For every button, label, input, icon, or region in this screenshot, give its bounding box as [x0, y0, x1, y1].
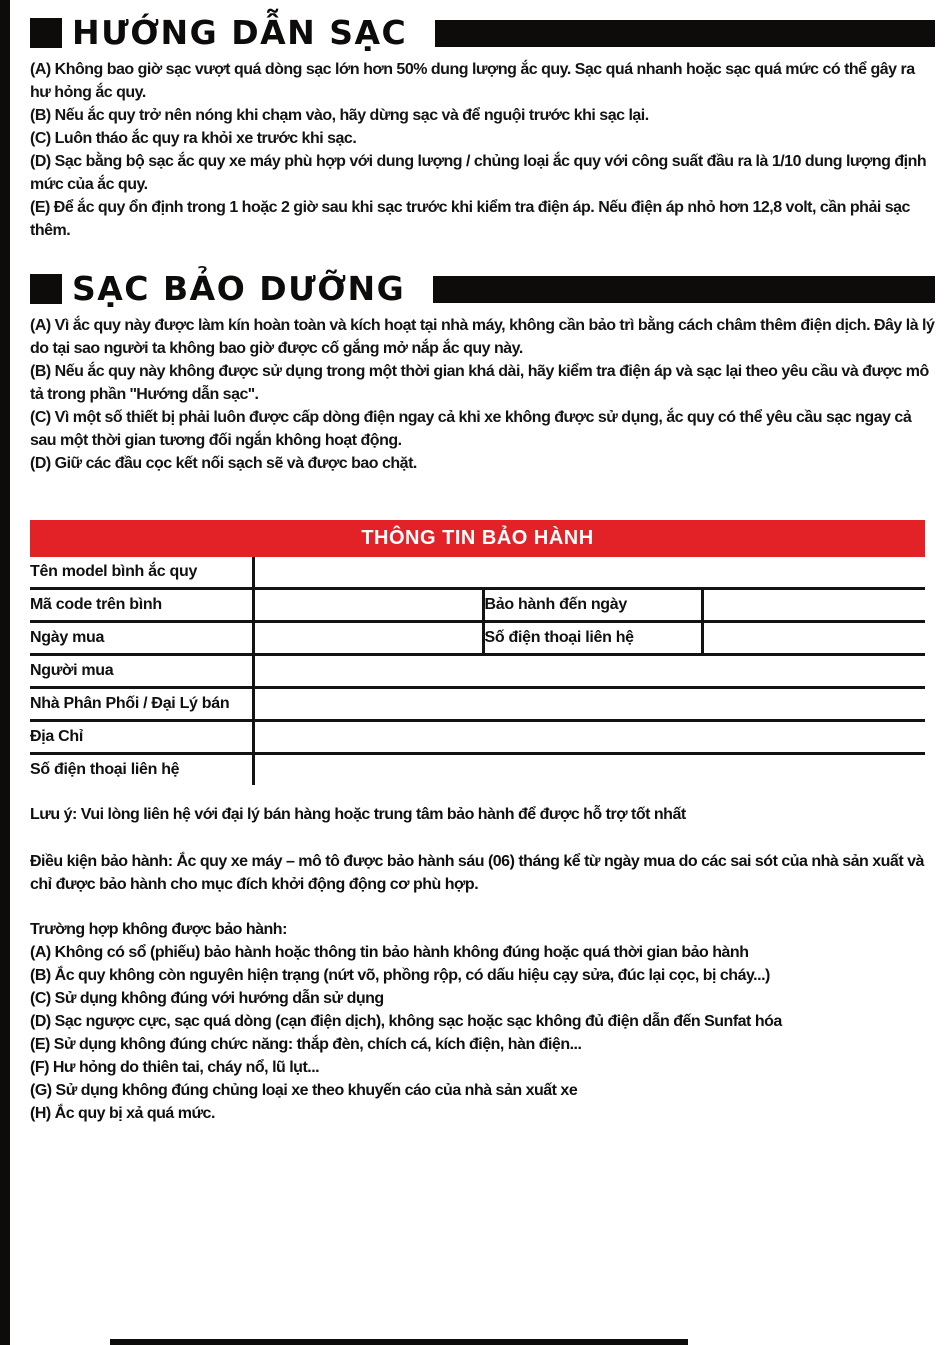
instruction-line: (C) Vì một số thiết bị phải luôn được cấp dòng điện ngay cả khi xe không được sử dụng, ắc quy có thể yêu cầu sạc ngay cả sau một thời gian tương đối ngắn không hoạt động.	[30, 409, 912, 449]
warranty-table-row	[30, 754, 925, 786]
instruction-line: (D) Giữ các đầu cọc kết nối sạch sẽ và được bao chặt.	[30, 455, 417, 472]
table-label-cell: Người mua	[30, 655, 253, 688]
table-value-cell	[702, 589, 925, 622]
warranty-table-row	[30, 721, 925, 754]
instruction-list	[30, 314, 935, 475]
exclusion-item: (G) Sử dụng không đúng chủng loại xe theo khuyến cáo của nhà sản xuất xe	[30, 1082, 578, 1099]
exclusion-item: (D) Sạc ngược cực, sạc quá dòng (cạn điện dịch), không sạc hoặc sạc không đủ điện dẫn đến Sunfat hóa	[30, 1013, 782, 1030]
section-marker-square	[30, 274, 62, 304]
instruction-line: (D) Sạc bằng bộ sạc ắc quy xe máy phù hợp với dung lượng / chủng loại ắc quy với công suất đầu ra là 1/10 dung lượng định mức của ắc quy.	[30, 153, 927, 193]
warranty-info-table	[30, 520, 925, 785]
warranty-table-body	[30, 557, 925, 785]
table-value-cell	[253, 721, 925, 754]
warranty-table-row	[30, 622, 925, 655]
table-label-cell: Số điện thoại liên hệ	[30, 754, 253, 786]
section-header-bar	[435, 20, 935, 47]
section-marker-square	[30, 18, 62, 48]
section-header	[30, 269, 935, 308]
maintenance-charging-section	[30, 269, 935, 475]
exclusion-item: (B) Ắc quy không còn nguyên hiện trạng (nứt võ, phồng rộp, có dấu hiệu cạy sửa, đúc lại cọc, bị cháy...)	[30, 967, 770, 984]
page-content	[30, 0, 935, 1125]
instruction-list	[30, 58, 935, 242]
warranty-table-row	[30, 655, 925, 688]
warranty-table	[30, 557, 925, 785]
instruction-line: (E) Để ắc quy ổn định trong 1 hoặc 2 giờ sau khi sạc trước khi kiểm tra điện áp. Nếu điện áp nhỏ hơn 12,8 volt, cần phải sạc thêm.	[30, 199, 910, 239]
table-value-cell	[253, 557, 925, 589]
table-label-cell: Số điện thoại liên hệ	[483, 622, 702, 655]
page-left-border	[0, 0, 10, 1345]
table-value-cell	[253, 622, 483, 655]
table-label-cell: Mã code trên bình	[30, 589, 253, 622]
section-header-bar	[433, 276, 935, 303]
exclusion-item: (C) Sử dụng không đúng với hướng dẫn sử dụng	[30, 990, 384, 1007]
exclusions-title: Trường hợp không được bảo hành:	[30, 921, 287, 938]
table-value-cell	[702, 622, 925, 655]
table-label-cell: Nhà Phân Phối / Đại Lý bán	[30, 688, 253, 721]
instruction-line: (B) Nếu ắc quy này không được sử dụng trong một thời gian khá dài, hãy kiểm tra điện áp và sạc lại theo yêu cầu và được mô tả trong phần ''Hướng dẫn sạc''.	[30, 363, 929, 403]
section-title: SẠC BẢO DƯỠNG	[72, 269, 406, 308]
exclusion-item: (A) Không có sổ (phiếu) bảo hành hoặc thông tin bảo hành không đúng hoặc quá thời gian bảo hành	[30, 944, 749, 961]
exclusion-item: (H) Ắc quy bị xả quá mức.	[30, 1105, 215, 1122]
table-label-cell: Bảo hành đến ngày	[483, 589, 702, 622]
warranty-table-title: THÔNG TIN BẢO HÀNH	[361, 527, 594, 549]
warranty-table-title-bar	[30, 520, 925, 557]
table-label-cell: Ngày mua	[30, 622, 253, 655]
section-title: HƯỚNG DẪN SẠC	[72, 13, 408, 52]
table-label-cell: Địa Chỉ	[30, 721, 253, 754]
exclusion-item: (E) Sử dụng không đúng chức năng: thắp đèn, chích cá, kích điện, hàn điện...	[30, 1036, 582, 1053]
charging-instructions-section	[30, 13, 935, 242]
warranty-exclusions-section	[30, 918, 935, 1125]
table-label-cell: Tên model bình ắc quy	[30, 557, 253, 589]
instruction-line: (B) Nếu ắc quy trở nên nóng khi chạm vào, hãy dừng sạc và để nguội trước khi sạc lại.	[30, 107, 649, 124]
exclusion-item: (F) Hư hỏng do thiên tai, cháy nổ, lũ lụt...	[30, 1059, 320, 1076]
instruction-line: (C) Luôn tháo ắc quy ra khỏi xe trước khi sạc.	[30, 130, 357, 147]
table-value-cell	[253, 754, 925, 786]
bottom-cut-bar	[110, 1339, 688, 1345]
warranty-table-row	[30, 589, 925, 622]
support-note: Lưu ý: Vui lòng liên hệ với đại lý bán hàng hoặc trung tâm bảo hành để được hỗ trợ tốt nhất	[30, 806, 686, 823]
exclusions-list	[30, 941, 935, 1125]
warranty-table-row	[30, 688, 925, 721]
table-value-cell	[253, 688, 925, 721]
warranty-conditions: Điều kiện bảo hành: Ắc quy xe máy – mô tô được bảo hành sáu (06) tháng kể từ ngày mua do các sai sót của nhà sản xuất và chỉ được bảo hành cho mục đích khởi động động cơ phù hợp.	[30, 853, 924, 893]
section-header	[30, 13, 935, 52]
instruction-line: (A) Không bao giờ sạc vượt quá dòng sạc lớn hơn 50% dung lượng ắc quy. Sạc quá nhanh hoặc sạc quá mức có thể gây ra hư hỏng ắc quy.	[30, 61, 915, 101]
instruction-line: (A) Vì ắc quy này được làm kín hoàn toàn và kích hoạt tại nhà máy, không cần bảo trì bằng cách châm thêm điện dịch. Đây là lý do tại sao người ta không bao giờ được cố gắng mở nắp ắc quy này.	[30, 317, 935, 357]
table-value-cell	[253, 655, 925, 688]
table-value-cell	[253, 589, 483, 622]
warranty-table-row	[30, 557, 925, 589]
